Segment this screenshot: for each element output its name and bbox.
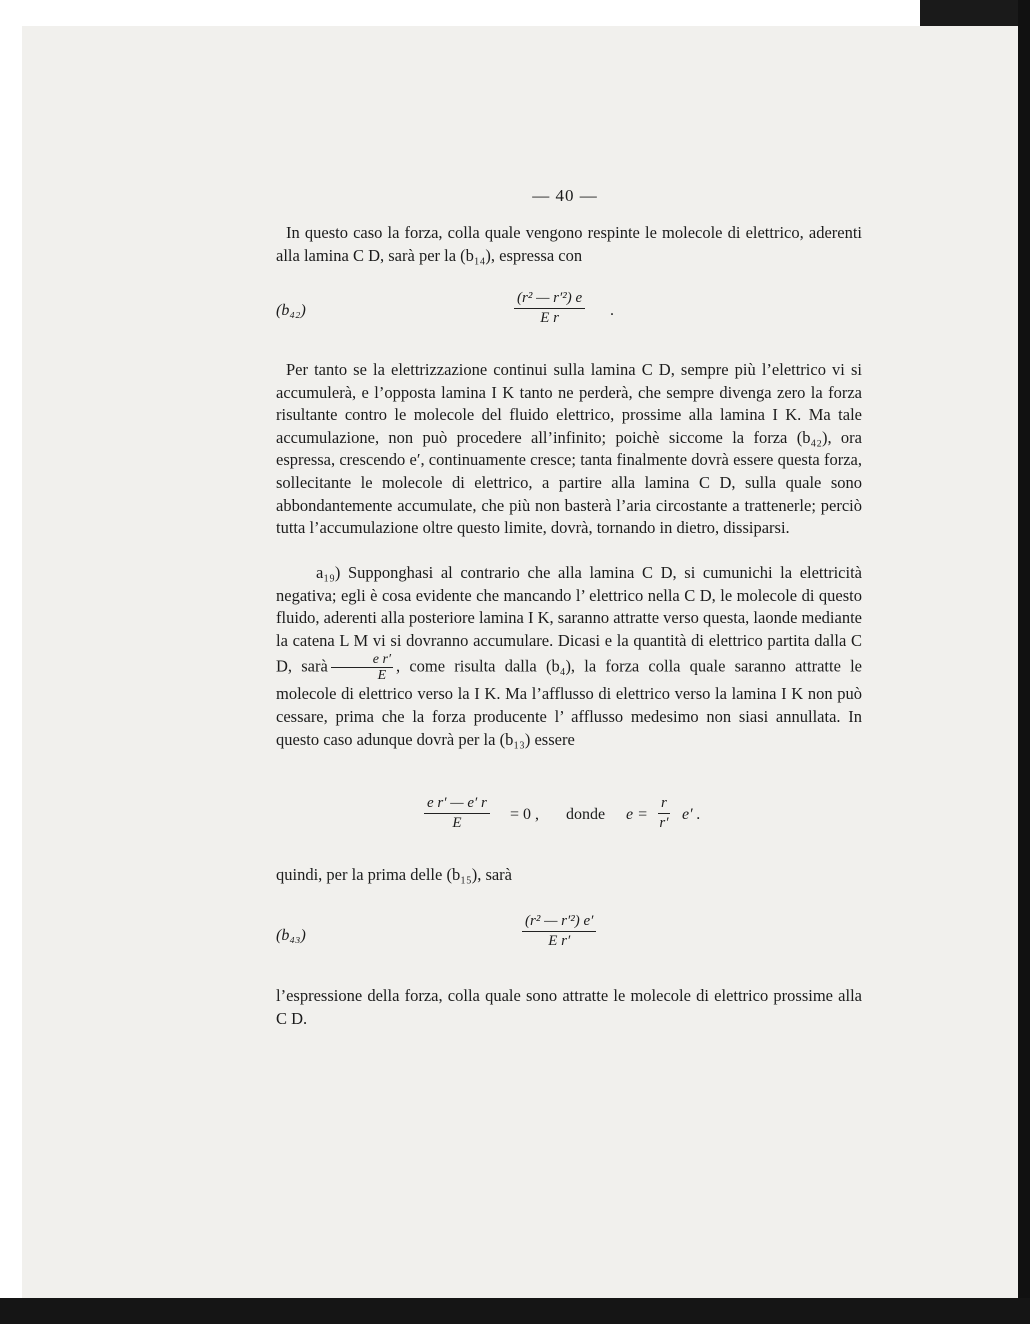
paragraph-4 bbox=[276, 864, 862, 887]
equation-period: . bbox=[610, 302, 614, 319]
equation-tail: e′ . bbox=[682, 806, 701, 823]
inline-fraction bbox=[331, 652, 393, 683]
fraction-denominator: E r bbox=[540, 310, 559, 326]
paragraph-5 bbox=[276, 985, 862, 1030]
equation-condition bbox=[276, 795, 862, 845]
fraction-numerator: (r² — r′²) e bbox=[514, 290, 585, 309]
equation-lhs: e = bbox=[626, 806, 648, 823]
page-number: — 40 — bbox=[532, 186, 598, 205]
equation-b42 bbox=[276, 290, 862, 340]
donde-word: donde bbox=[566, 806, 606, 823]
paragraph-text bbox=[276, 562, 862, 751]
fraction-denominator: E bbox=[452, 815, 462, 831]
fraction bbox=[522, 913, 596, 950]
fraction-denominator: E r′ bbox=[548, 933, 571, 949]
equation-label: (b₄₃) bbox=[276, 927, 306, 944]
paragraph-text: quindi, per la prima delle (b₁₅), sarà bbox=[276, 865, 513, 884]
fraction bbox=[658, 795, 670, 832]
fraction-denominator: E bbox=[377, 668, 387, 684]
equals-zero: = 0 , bbox=[510, 806, 540, 823]
paragraph-1 bbox=[276, 222, 862, 267]
equation-label: (b₄₂) bbox=[276, 302, 306, 319]
fraction bbox=[424, 795, 490, 832]
paragraph-2 bbox=[276, 359, 862, 540]
fraction-numerator: e r′ — e′ r bbox=[424, 795, 490, 814]
equation-b43 bbox=[276, 913, 862, 963]
fraction-numerator: e r′ bbox=[331, 652, 393, 668]
paragraph-3 bbox=[276, 562, 862, 751]
paragraph-text: l’espressione della forza, colla quale sono attratte le molecole di elettrico prossime alla C D. bbox=[276, 986, 862, 1028]
fraction bbox=[514, 290, 585, 327]
fraction-denominator: r′ bbox=[659, 815, 669, 831]
fraction-numerator: r bbox=[658, 795, 670, 814]
fraction-numerator: (r² — r′²) e′ bbox=[522, 913, 596, 932]
paragraph-text: In questo caso la forza, colla quale vengono respinte le molecole di elettrico, aderenti alla lamina C D, sarà per la (b₁₄), espressa con bbox=[276, 223, 862, 265]
paragraph-text-end: , come risulta dalla (b₄), la forza colla quale saranno attratte le molecole di elettrico verso la I K. Ma l’afflusso di elettrico verso la lamina I K non può cessare, prima che la forza producente l’ afflusso medesimo non siasi annullata. In questo caso adunque dovrà per la (b₁₃) essere bbox=[276, 656, 862, 749]
scan-border bbox=[0, 1298, 1030, 1324]
paragraph-text: Per tanto se la elettrizzazione continui sulla lamina C D, sempre più l’elettrico vi si accumulerà, e l’opposta lamina I K tanto ne perderà, che sempre divenga zero la forza risultante contro le molecole del fluido elettrico, prossime alla lamina I K. Ma tale accumulazione, non può procedere all’infinito; poichè siccome la forza (b₄₂), ora espressa, crescendo e′, continuamente cresce; tanta finalmente dovrà essere questa forza, sollecitante le molecole di elettrico, a partire alla lamina C D, sulla quale sono abbondantemente accumulate, che più non basterà l’aria circostante a trattenerle; perciò tutta l’accumulazione oltre questo limite, dovrà, tornando in dietro, dissiparsi. bbox=[276, 360, 862, 538]
paragraph-text-start: a₁₉) Supponghasi al contrario che alla lamina C D, si cumunichi la elettricità negativa; egli è cosa evidente che mancando l’ elettrico nella C D, le molecole di questo fluido, aderenti alla posteriore lamina I K, saranno attratte verso questa, laonde mediante la catena L M vi si dovranno accumulare. Dicasi e la quantità di elettrico partita dalla C D, sarà bbox=[276, 563, 862, 676]
